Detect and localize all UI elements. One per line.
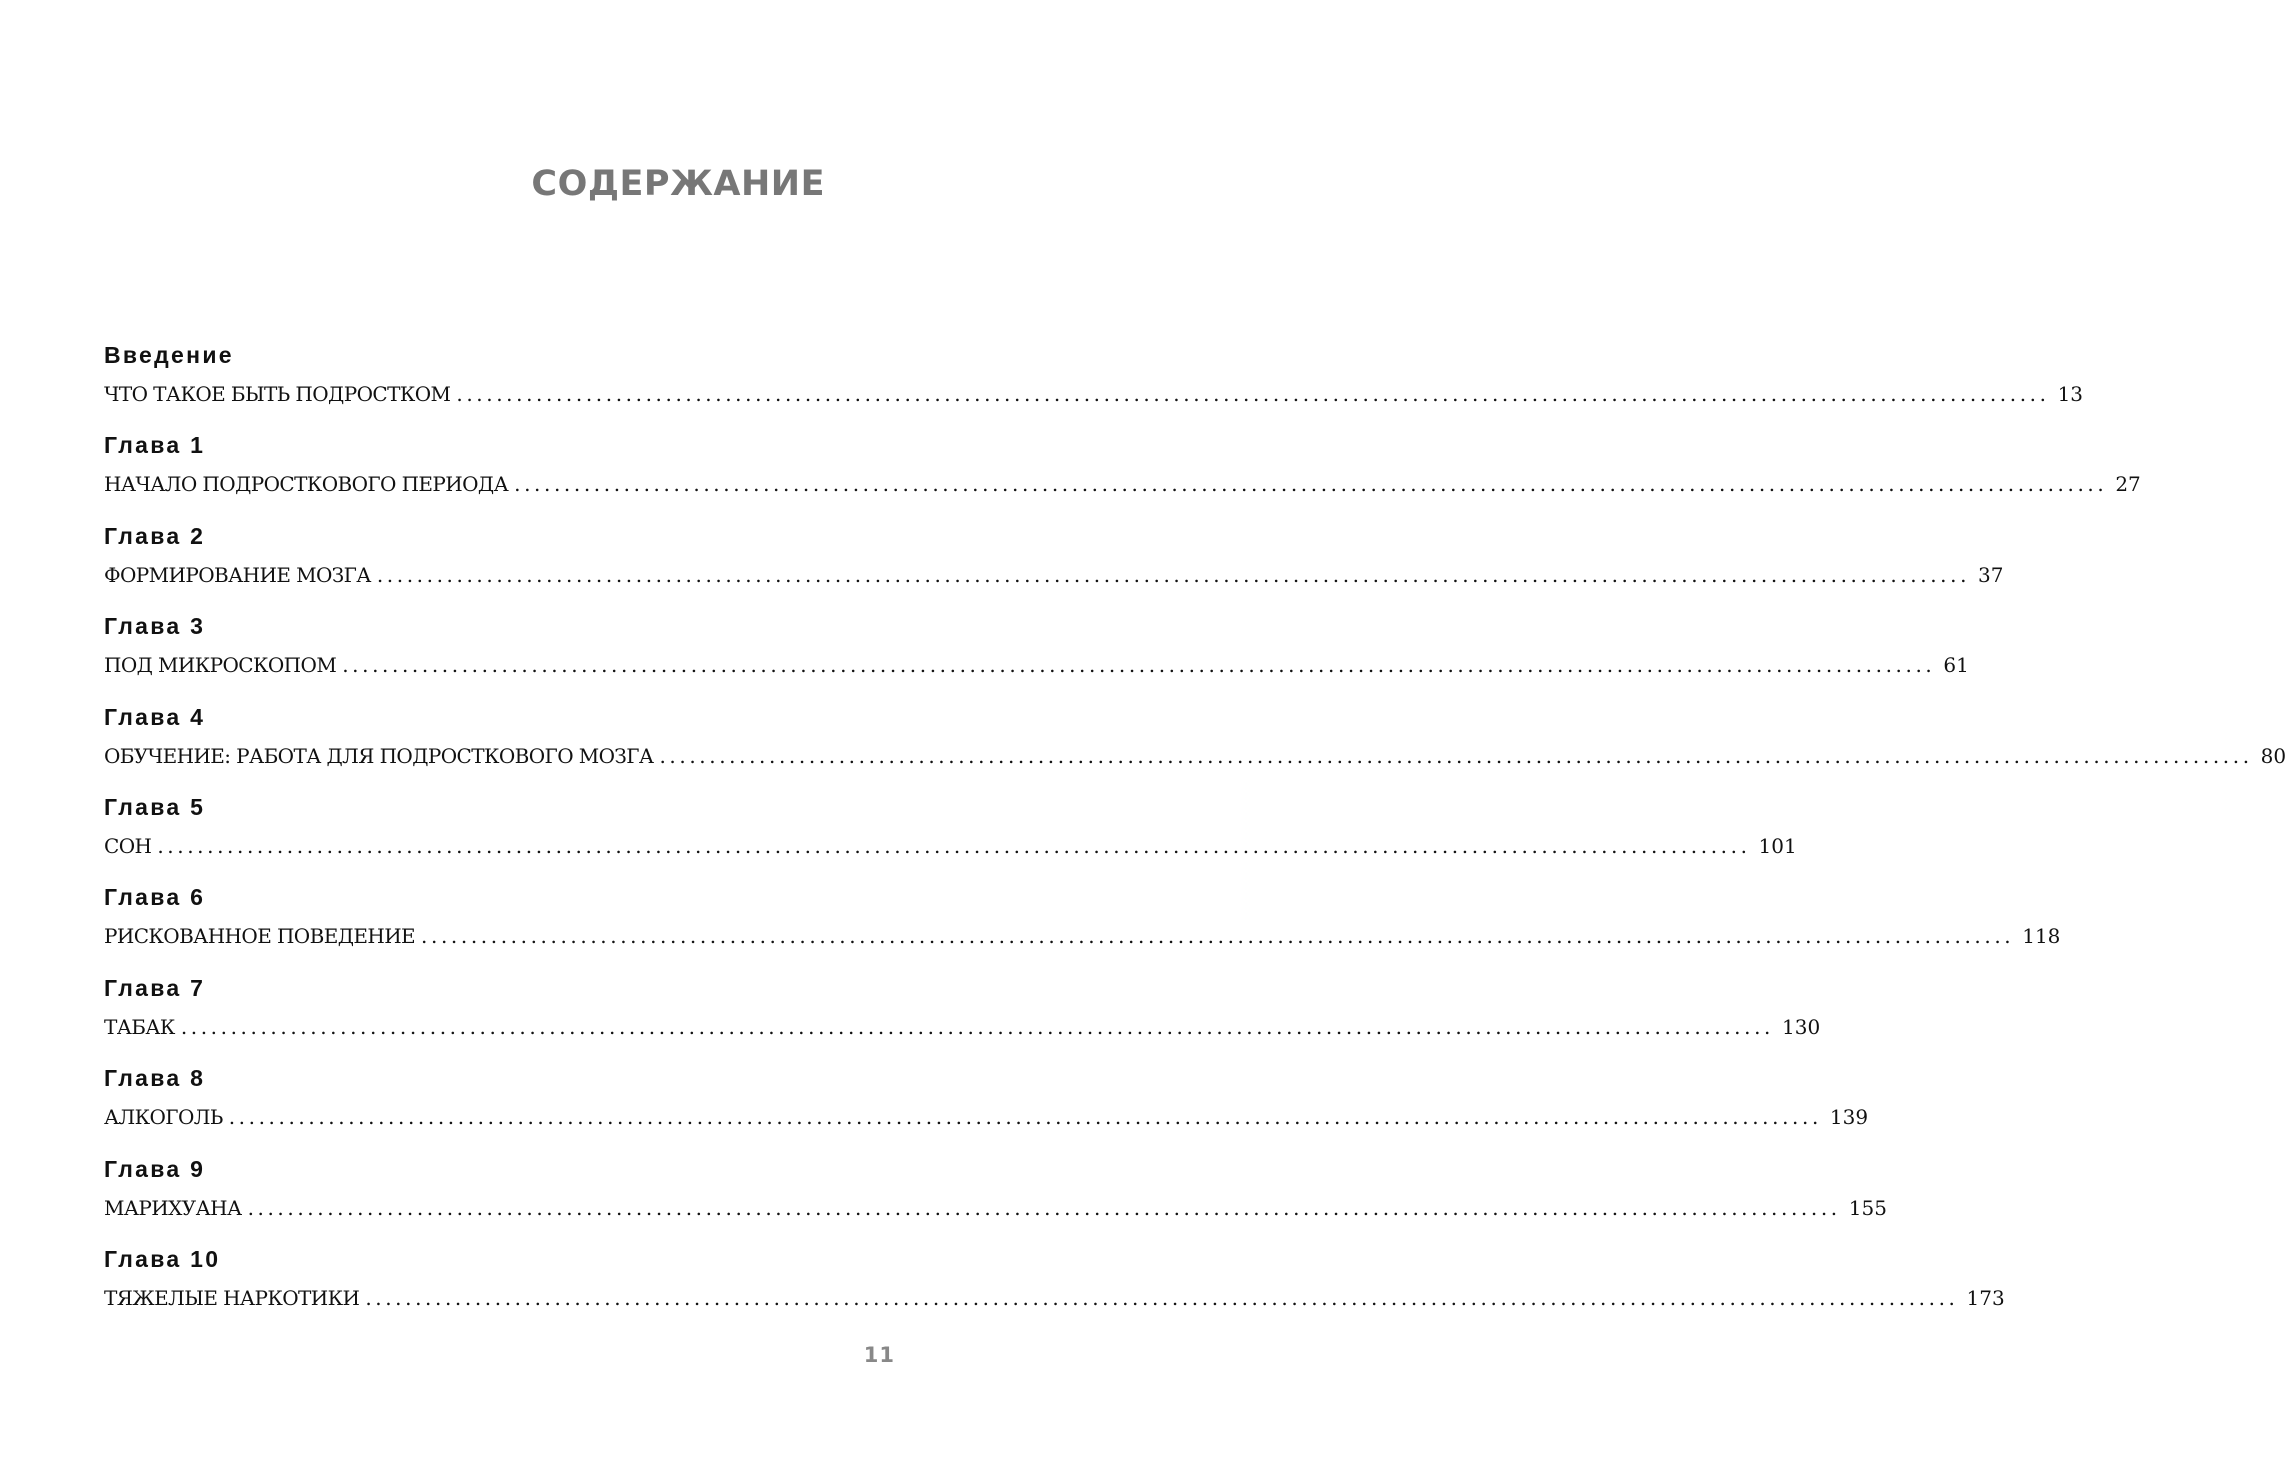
toc-entry xyxy=(104,790,1797,880)
chapter-label: Введение xyxy=(104,342,234,368)
toc-line xyxy=(104,1285,2005,1310)
dot-leader: ................................................................................................................................................................ xyxy=(157,833,1751,858)
dot-leader: ................................................................................................................................................................ xyxy=(180,1014,1774,1039)
dot-leader: ................................................................................................................................................................ xyxy=(659,743,2253,768)
toc-line xyxy=(104,1195,1887,1220)
chapter-label: Глава 3 xyxy=(104,613,206,640)
toc-line xyxy=(104,562,2004,587)
toc-line xyxy=(104,1014,1821,1039)
toc-entry xyxy=(104,700,2286,790)
dot-leader: ................................................................................................................................................................ xyxy=(342,653,1936,678)
chapter-title: ПОД МИКРОСКОПОМ xyxy=(104,653,337,678)
chapter-page: 37 xyxy=(1978,562,2004,587)
chapter-title: СОН xyxy=(104,833,152,858)
page-number: 11 xyxy=(863,1343,895,1367)
chapter-label: Глава 2 xyxy=(104,522,206,549)
toc-line xyxy=(104,743,2286,768)
toc-entry xyxy=(104,338,2084,428)
chapter-page: 61 xyxy=(1943,653,1969,678)
chapter-page: 130 xyxy=(1782,1014,1821,1039)
chapter-title: ЧТО ТАКОЕ БЫТЬ ПОДРОСТКОМ xyxy=(104,382,451,406)
table-of-contents xyxy=(104,338,2286,1332)
dot-leader: ................................................................................................................................................................ xyxy=(365,1285,1959,1310)
chapter-page: 139 xyxy=(1829,1105,1869,1130)
toc-line xyxy=(104,653,1969,678)
toc-line xyxy=(104,833,1797,858)
page-title: СОДЕРЖАНИЕ xyxy=(531,164,825,204)
chapter-label: Глава 7 xyxy=(104,974,206,1001)
chapter-page: 80 xyxy=(2260,743,2286,768)
toc-entry xyxy=(104,428,2141,518)
toc-entry xyxy=(104,1242,2005,1332)
chapter-page: 173 xyxy=(1966,1285,2005,1310)
chapter-label: Глава 8 xyxy=(104,1065,206,1092)
dot-leader: ................................................................................................................................................................ xyxy=(514,472,2108,497)
toc-entry xyxy=(104,880,2061,970)
dot-leader: ................................................................................................................................................................ xyxy=(228,1105,1822,1130)
chapter-page: 27 xyxy=(2115,472,2141,497)
chapter-title: РИСКОВАННОЕ ПОВЕДЕНИЕ xyxy=(104,924,416,949)
chapter-title: ТЯЖЕЛЫЕ НАРКОТИКИ xyxy=(104,1285,360,1310)
chapter-page: 155 xyxy=(1848,1195,1887,1220)
dot-leader: ................................................................................................................................................................ xyxy=(376,562,1971,587)
chapter-title: ОБУЧЕНИЕ: РАБОТА ДЛЯ ПОДРОСТКОВОГО МОЗГА xyxy=(104,743,654,768)
chapter-title: НАЧАЛО ПОДРОСТКОВОГО ПЕРИОДА xyxy=(104,472,509,497)
chapter-page: 118 xyxy=(2022,924,2061,949)
chapter-page: 13 xyxy=(2057,382,2084,406)
toc-line xyxy=(104,382,2084,406)
chapter-title: МАРИХУАНА xyxy=(104,1195,242,1220)
chapter-label: Глава 4 xyxy=(104,703,206,730)
dot-leader: ................................................................................................................................................................ xyxy=(456,382,2050,406)
chapter-title: ТАБАК xyxy=(104,1014,175,1039)
chapter-label: Глава 9 xyxy=(104,1155,206,1182)
toc-entry xyxy=(104,971,1821,1061)
toc-entry xyxy=(104,609,1969,699)
chapter-label: Глава 10 xyxy=(104,1245,221,1272)
chapter-label: Глава 5 xyxy=(104,793,206,820)
chapter-title: ФОРМИРОВАНИЕ МОЗГА xyxy=(104,562,371,587)
toc-entry xyxy=(104,1061,1869,1151)
toc-entry xyxy=(104,1152,1887,1242)
dot-leader: ................................................................................................................................................................ xyxy=(247,1195,1841,1220)
toc-line xyxy=(104,924,2061,949)
chapter-label: Глава 1 xyxy=(104,432,206,459)
toc-line xyxy=(104,1105,1869,1130)
chapter-label: Глава 6 xyxy=(104,884,206,911)
dot-leader: ................................................................................................................................................................ xyxy=(421,924,2015,949)
chapter-title: АЛКОГОЛЬ xyxy=(104,1105,223,1130)
chapter-page: 101 xyxy=(1758,833,1797,858)
toc-line xyxy=(104,472,2141,497)
toc-entry xyxy=(104,519,2004,609)
